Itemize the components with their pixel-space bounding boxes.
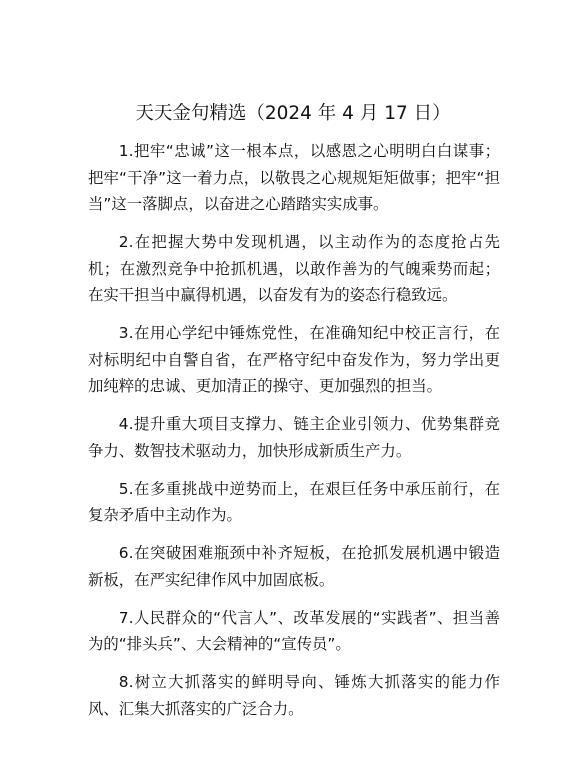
document-title: 天天金句精选（2024 年 4 月 17 日） (135, 103, 451, 124)
paragraph-2: 2.在把握大势中发现机遇，以主动作为的态度抢占先机；在激烈竞争中抢抓机遇，以敢作善为的气魄乘势而起；在实干担当中赢得机遇，以奋发有为的姿态行稳致远。 (88, 233, 500, 304)
paragraph-3: 3.在用心学纪中锤炼党性，在准确知纪中校正言行，在对标明纪中自警自省，在严格守纪中奋发作为，努力学出更加纯粹的忠诚、更加清正的操守、更加强烈的担当。 (88, 324, 500, 395)
paragraph-6: 6.在突破困难瓶颈中补齐短板，在抢抓发展机遇中锻造新板，在严实纪律作风中加固底板。 (88, 544, 500, 589)
paragraph-8: 8.树立大抓落实的鲜明导向、锤炼大抓落实的能力作风、汇集大抓落实的广泛合力。 (88, 673, 500, 718)
paragraph-1: 1.把牢“忠诚”这一根本点，以感恩之心明明白白谋事；把牢“干净”这一着力点，以敬畏之心规规矩矩做事；把牢“担当”这一落脚点，以奋进之心踏踏实实成事。 (88, 142, 500, 213)
paragraph-7: 7.人民群众的“代言人”、改革发展的“实践者”、担当善为的“排头兵”、大会精神的“宣传员”。 (88, 608, 500, 653)
document-body (88, 138, 500, 734)
paragraph-4: 4.提升重大项目支撑力、链主企业引领力、优势集群竞争力、数智技术驱动力，加快形成新质生产力。 (88, 415, 500, 460)
paragraph-5: 5.在多重挑战中逆势而上，在艰巨任务中承压前行，在复杂矛盾中主动作为。 (88, 479, 500, 524)
